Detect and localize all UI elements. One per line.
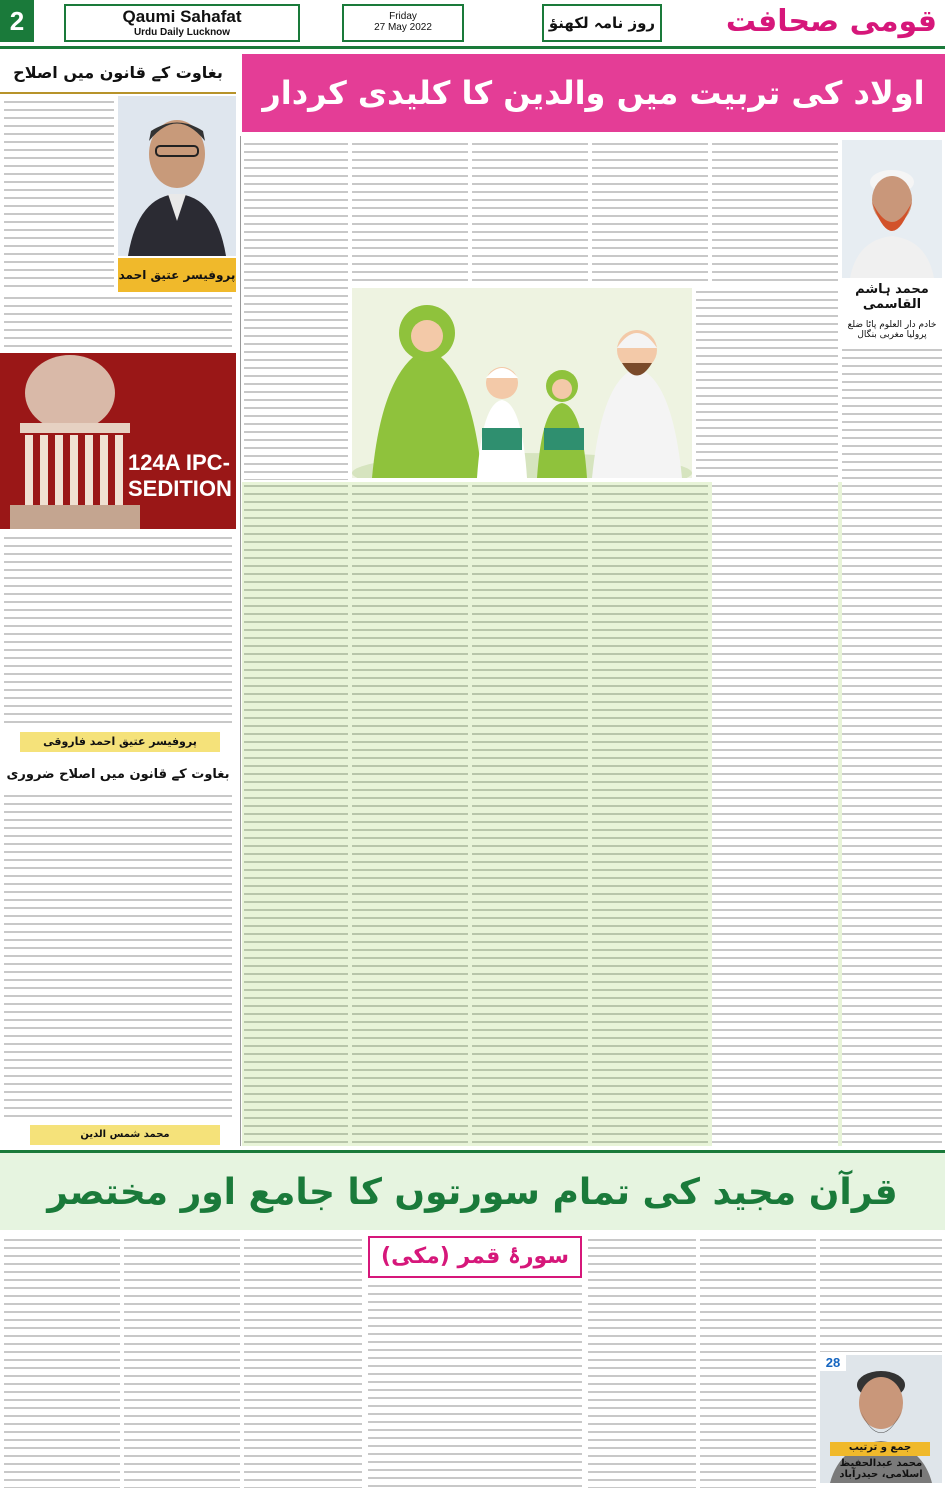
main-text-col3a	[592, 140, 708, 284]
left-article-headline: بغاوت کے قانون میں اصلاح	[0, 54, 236, 94]
left-subheadline: بغاوت کے قانون میں اصلاح ضروری	[6, 767, 230, 782]
left-article-text-2	[4, 294, 232, 350]
left-article-text-4	[4, 792, 232, 1122]
portrait-figure-icon	[118, 96, 236, 256]
supreme-court-image	[0, 353, 236, 529]
date-box	[342, 4, 464, 42]
quran-text-col4	[588, 1236, 696, 1488]
main-text-col2b	[712, 482, 838, 1146]
main-text-col1	[842, 346, 942, 1146]
main-author-affiliation: خادم دار العلوم پاٹا ضلع پرولیا مغربی بنگال	[847, 320, 937, 340]
court-building-icon	[0, 353, 236, 529]
family-reading-icon	[352, 288, 692, 478]
masthead-rule	[0, 46, 945, 49]
quran-article-headline: قرآن مجید کی تمام سورتوں کا جامع اور مختصر	[0, 1150, 945, 1230]
date-label: 27 May 2022	[374, 22, 432, 33]
main-text-col5	[352, 482, 468, 1146]
masthead-title: Qaumi Sahafat	[122, 7, 242, 26]
masthead-subtitle: Urdu Daily Lucknow	[133, 27, 231, 38]
left-article-text	[4, 98, 114, 288]
day-label: Friday	[389, 11, 417, 22]
main-author-name: محمد ہاشم القاسمی	[855, 282, 929, 312]
quran-text-col3	[700, 1236, 816, 1488]
main-author-portrait	[842, 140, 942, 278]
column-rule	[240, 136, 241, 1146]
quran-text-col2	[820, 1236, 942, 1352]
page-number: 2	[0, 0, 34, 42]
sedition-label: 124A IPC-SEDITION	[128, 450, 232, 501]
masthead-box	[64, 4, 300, 42]
left-article-text-3	[4, 534, 232, 728]
quran-text-col7	[124, 1236, 240, 1488]
main-text-col6b	[244, 482, 348, 1146]
quran-text-col6	[244, 1236, 362, 1488]
main-text-col5a	[352, 140, 468, 284]
compiler-name: محمد عبدالحفیظ اسلامی، حیدرآباد	[839, 1458, 923, 1480]
author-caption: پروفیسر عتیق احمد	[118, 258, 236, 292]
left-byline: پروفیسر عتیق احمد فاروقی	[20, 732, 220, 752]
family-illustration	[352, 288, 692, 478]
compiler-label: جمع و ترتیب	[830, 1442, 930, 1456]
main-text-col6	[244, 140, 348, 480]
left-byline-2: محمد شمس الدین	[30, 1125, 220, 1145]
main-text-col2	[712, 140, 838, 284]
main-text-col4a	[472, 140, 588, 284]
quran-text-col8	[4, 1236, 120, 1488]
urdu-masthead: قومی صحافت	[725, 4, 937, 39]
author-portrait	[118, 96, 236, 256]
main-headline: اولاد کی تربیت میں والدین کا کلیدی کردار	[242, 54, 945, 132]
main-text-col4	[472, 482, 588, 1146]
edition-box: روز نامہ لکھنؤ	[542, 4, 662, 42]
surah-title: سورۂ قمر (مکی)	[368, 1236, 582, 1278]
main-text-col3	[592, 482, 708, 1146]
bearded-man-icon	[842, 140, 942, 278]
surah-number-badge: 28	[820, 1355, 846, 1371]
quran-text-col5	[368, 1282, 582, 1488]
main-text-col2a	[696, 288, 838, 478]
